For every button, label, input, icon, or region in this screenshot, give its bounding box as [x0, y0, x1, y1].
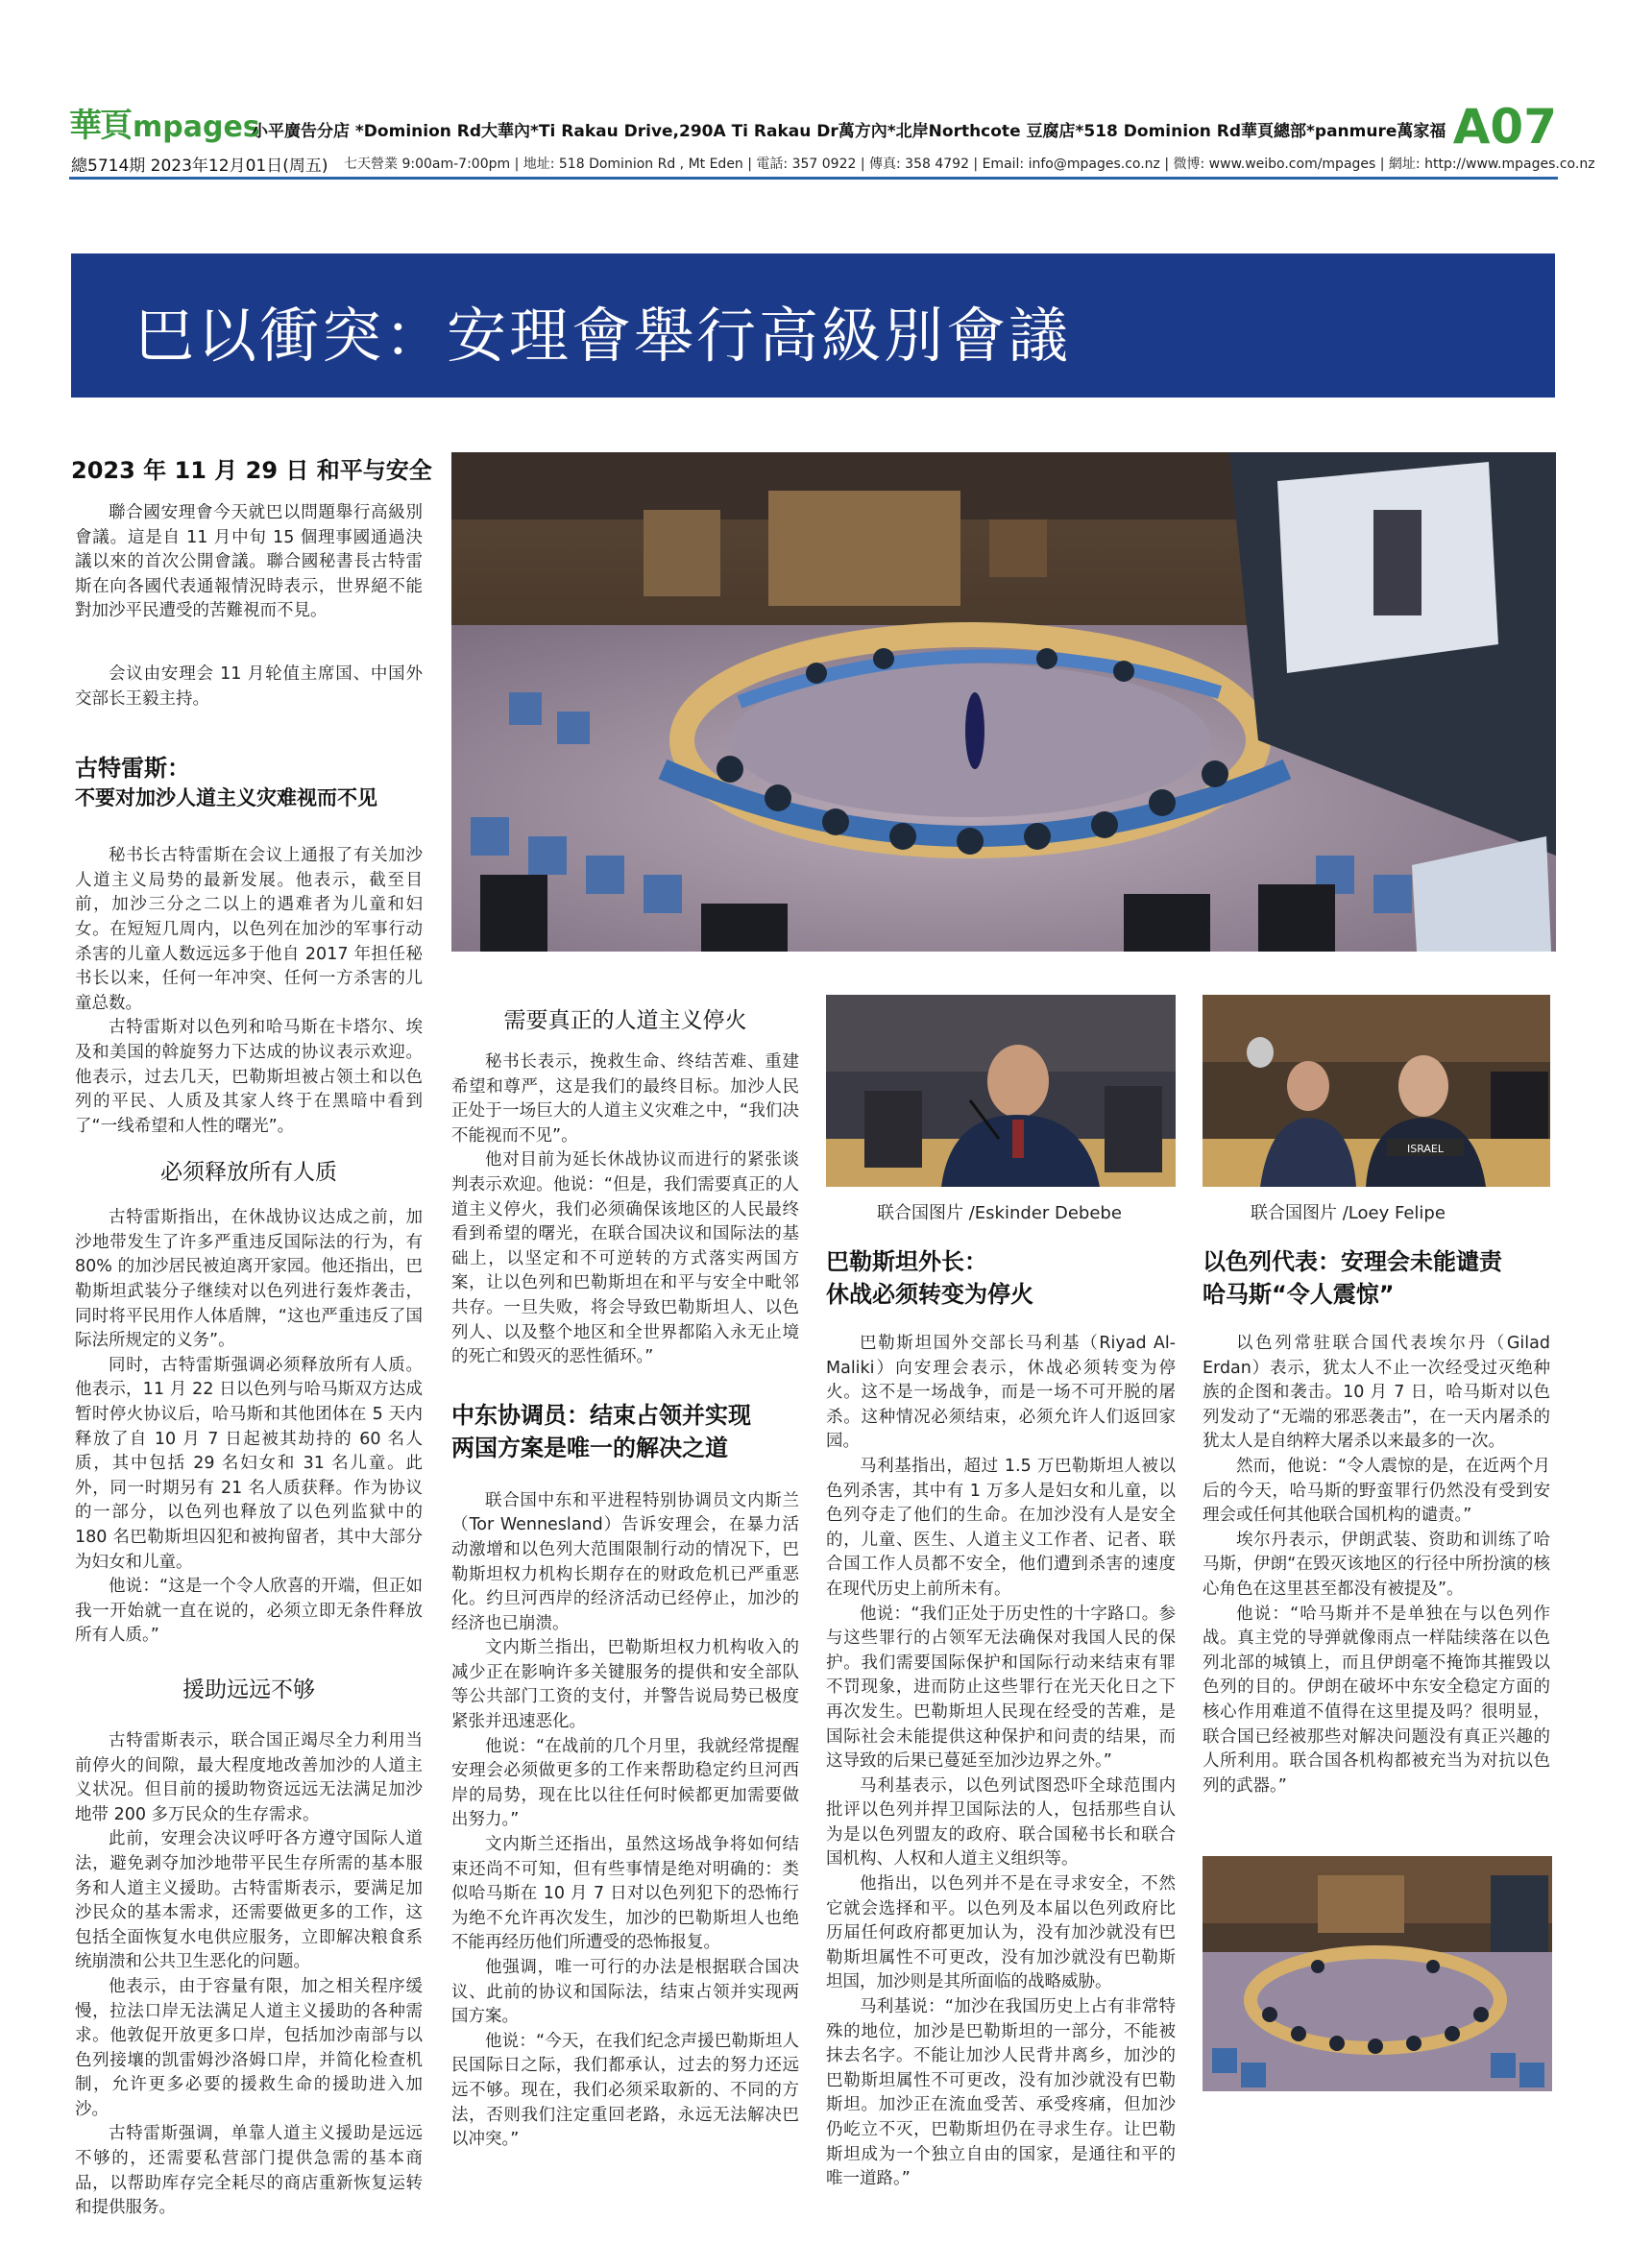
body-paragraph: 然而，他说：“令人震惊的是，在近两个月后的今天，哈马斯的野蛮罪行仍然没有受到安理会或任何其他联合国机构的谴责。” [1203, 1456, 1550, 1526]
heading-line: 以色列代表：安理会未能谴责 [1203, 1248, 1502, 1275]
subheading-aid: 援助远远不够 [182, 1677, 315, 1702]
body-paragraph: 他说：“这是一个令人欣喜的开端，但正如我一开始就一直在说的，必须立即无条件释放所有人质。” [75, 1577, 423, 1646]
heading-line: 两国方案是唯一的解决之道 [451, 1434, 728, 1461]
israel-representative-photo [1203, 995, 1550, 1187]
photo-caption: 联合国图片 /Loey Felipe [1251, 1203, 1446, 1223]
body-paragraph: 他对目前为延长休战协议而进行的紧张谈判表示欢迎。他说：“但是，我们需要真正的人道主义停火，我们必须确保该地区的人民最终看到希望的曙光，在联合国决议和国际法的基础上，以坚定和不可逆转的方式落实两国方案，让以色列和巴勒斯坦在和平与安全中毗邻共存。一旦失败，将会导致巴勒斯坦人、以色列人、以及整个地区和全世界都陷入永无止境的死亡和毁灭的恶性循环。” [451, 1150, 799, 1367]
heading-line: 不要对加沙人道主义灾难视而不见 [75, 786, 377, 810]
body-paragraph: 同时，古特雷斯强调必须释放所有人质。他表示，11 月 22 日以色列与哈马斯双方达成暂时停火协议后，哈马斯和其他团体在 5 天内释放了自 10 月 7 日起被其劫持的 60 名人质，其中包括 29 名妇女和 31 名儿童。此外，同一时期另有 21 名人质获释。作为协议的一部分，以色列也释放了以色列监狱中的 180 名巴勒斯坦囚犯和被拘留者，其中大部分为妇女和儿童。 [75, 1355, 423, 1572]
body-paragraph: 他表示，由于容量有限，加之相关程序缓慢，拉法口岸无法满足人道主义援助的各种需求。他敦促开放更多口岸，包括加沙南部与以色列接壤的凯雷姆沙洛姆口岸，并简化检查机制，允许更多必要的援救生命的援助进入加沙。 [75, 1976, 423, 2119]
store-locations: 小平廣告分店 *Dominion Rd大華內*Ti Rakau Drive,290A Ti Rakau Dr萬方內*北岸Northcote 豆腐店*518 Dominion Rd華頁總部*panmure萬家福 [252, 122, 1446, 141]
body-paragraph: 文内斯兰还指出，虽然这场战争将如何结束还尚不可知，但有些事情是绝对明确的：类似哈马斯在 10 月 7 日对以色列犯下的恐怖行为绝不允许再次发生，加沙的巴勒斯坦人也绝不能再经历他们所遭受的恐怖报复。 [451, 1835, 799, 1953]
heading-line: 中东协调员：结束占领并实现 [451, 1401, 751, 1429]
body-paragraph: 马利基表示，以色列试图恐吓全球范围内批评以色列并捍卫国际法的人，包括那些自认为是以色列盟友的政府、联合国秘书长和联合国机构、人权和人道主义组织等。 [826, 1775, 1176, 1870]
body-paragraph: 古特雷斯强调，单靠人道主义援助是远远不够的，还需要私营部门提供急需的基本商品，以帮助库存完全耗尽的商店重新恢复运转和提供服务。 [75, 2124, 423, 2218]
coordinator-heading [451, 1399, 799, 1464]
body-paragraph: 古特雷斯对以色列和哈马斯在卡塔尔、埃及和美国的斡旋努力下达成的协议表示欢迎。他表示，过去几天，巴勒斯坦被占领土和以色列的平民、人质及其家人终于在黑暗中看到了“一线希望和人性的曙光”。 [75, 1018, 423, 1136]
logo-mark: 華頁 [69, 107, 131, 145]
photo-caption: 联合国图片 /Eskinder Debebe [877, 1203, 1122, 1223]
body-paragraph: 此前，安理会决议呼吁各方遵守国际人道法，避免剥夺加沙地带平民生存所需的基本服务和人道主义援助。古特雷斯表示，要满足加沙民众的基本需求，还需要做更多的工作，这包括全面恢复水电供应服务，立即解决粮食系统崩溃和公共卫生恶化的问题。 [75, 1829, 423, 1972]
body-paragraph: 他说：“哈马斯并不是单独在与以色列作战。真主党的导弹就像雨点一样陆续落在以色列北部的城镇上，而且伊朗毫不掩饰其摧毁以色列的目的。伊朗在破坏中东安全稳定方面的核心作用难道不值得在这里提及吗？很明显，联合国已经被那些对解决问题没有真正兴趣的人所利用。联合国各机构都被充当为对抗以色列的武器。” [1203, 1604, 1550, 1796]
nameplate-text: ISRAEL [1406, 1143, 1445, 1155]
heading-line: 巴勒斯坦外长： [826, 1248, 987, 1275]
council-vote-photo [1203, 1856, 1552, 2091]
dateline: 2023 年 11 月 29 日 和平与安全 [71, 457, 432, 484]
body-paragraph: 马利基指出，超过 1.5 万巴勒斯坦人被以色列杀害，其中有 1 万多人是妇女和儿童，以色列夺走了他们的生命。在加沙没有人是安全的，儿童、医生、人道主义工作者、记者、联合国工作人员都不安全，他们遭到杀害的速度在现代历史上前所未有。 [826, 1456, 1176, 1599]
intro-paragraph: 聯合國安理會今天就巴以問題舉行高級別會議。這是自 11 月中旬 15 個理事國通過決議以來的首次公開會議。聯合國秘書長古特雷斯在向各國代表通報情況時表示，世界絕不能對加沙平民遭受的苦難視而不見。 [75, 503, 423, 621]
contact-info: 七天營業 9:00am-7:00pm | 地址: 518 Dominion Rd , Mt Eden | 電話: 357 0922 | 傳真: 358 4792 | Email: info@mpages.co.nz | 微博: www.weibo.com/mpages | 網址: http://www.mpages.co.nz [344, 157, 1595, 172]
heading-line: 休战必须转变为停火 [826, 1281, 1033, 1308]
header-rule [69, 177, 1558, 180]
guterres-heading [75, 752, 423, 811]
mpages-logo [69, 107, 260, 145]
body-paragraph: 他指出，以色列并不是在寻求安全，不然它就会选择和平。以色列及本届以色列政府比历届任何政府都更加认为，没有加沙就没有巴勒斯坦属性不可更改，没有加沙就没有巴勒斯坦国，加沙则是其所面临的战略威胁。 [826, 1874, 1176, 1992]
column-palestine [826, 1245, 1176, 2192]
body-paragraph: 以色列常驻联合国代表埃尔丹（Gilad Erdan）表示，犹太人不止一次经受过灭绝种族的企图和袭击。10 月 7 日，哈马斯对以色列发动了“无端的邪恶袭击”，在一天内屠杀的犹太人是自纳粹大屠杀以来最多的一次。 [1203, 1334, 1550, 1452]
heading-line: 古特雷斯： [75, 755, 190, 783]
body-paragraph: 他强调，唯一可行的办法是根据联合国决议、此前的协议和国际法，结束占领并实现两国方案。 [451, 1958, 799, 2027]
body-paragraph: 秘书长古特雷斯在会议上通报了有关加沙人道主义局势的最新发展。他表示，截至目前，加沙三分之二以上的遇难者为儿童和妇女。在短短几周内，以色列在加沙的军事行动杀害的儿童人数远远多于他自 2017 年担任秘书长以来，任何一年冲突、任何一方杀害的儿童总数。 [75, 846, 423, 1013]
palestine-minister-photo [826, 995, 1176, 1187]
issue-date: 總5714期 2023年12月01日(周五) [71, 157, 328, 176]
column-middle [451, 1006, 799, 2153]
subheading-hostages: 必须释放所有人质 [160, 1160, 337, 1186]
body-paragraph: 巴勒斯坦国外交部长马利基（Riyad Al-Maliki）向安理会表示，休战必须转变为停火。这不是一场战争，而是一场不可开脱的屠杀。这种情况必须结束，必须允许人们返回家园。 [826, 1334, 1176, 1452]
body-paragraph: 他说：“在战前的几个月里，我就经常提醒安理会必须做更多的工作来帮助稳定约旦河西岸的局势，现在比以往任何时候都更加需要做出努力。” [451, 1736, 799, 1830]
body-paragraph: 马利基说：“加沙在我国历史上占有非常特殊的地位，加沙是巴勒斯坦的一部分，不能被抹去名字。不能让加沙人民背井离乡，加沙的巴勒斯坦属性不可更改，没有加沙就没有巴勒斯坦。加沙正在流血受苦、承受疼痛，但加沙仍屹立不灭，巴勒斯坦仍在寻求生存。让巴勒斯坦成为一个独立自由的国家，是通往和平的唯一道路。” [826, 1997, 1176, 2189]
body-paragraph: 他说：“我们正处于历史性的十字路口。参与这些罪行的占领军无法确保对我国人民的保护。我们需要国际保护和国际行动来结束有罪不罚现象，进而防止这些罪行在光天化日之下再次发生。巴勒斯坦人民现在经受的苦难，是国际社会未能提供这种保护和问责的结果，而这导致的后果已蔓延至加沙边界之外。” [826, 1604, 1176, 1772]
israel-heading [1203, 1245, 1550, 1311]
intro-paragraph: 会议由安理会 11 月轮值主席国、中国外交部长王毅主持。 [75, 664, 423, 709]
logo-text: mpages [133, 110, 260, 144]
heading-line: 哈马斯“令人震惊” [1203, 1281, 1395, 1308]
body-paragraph: 古特雷斯表示，联合国正竭尽全力利用当前停火的间隙，最大程度地改善加沙的人道主义状况。但目前的援助物资远远无法满足加沙地带 200 多万民众的生存需求。 [75, 1730, 423, 1824]
body-paragraph: 埃尔丹表示，伊朗武装、资助和训练了哈马斯，伊朗“在毁灭该地区的行径中所扮演的核心角色在这里甚至都没有被提及”。 [1203, 1530, 1550, 1599]
body-paragraph: 联合国中东和平进程特别协调员文内斯兰（Tor Wennesland）告诉安理会，在暴力活动激增和以色列大范围限制行动的情况下，巴勒斯坦权力机构长期存在的财政危机已严重恶化。约旦河西岸的经济活动已经停止，加沙的经济也已崩溃。 [451, 1490, 799, 1633]
security-council-photo [451, 452, 1556, 952]
body-paragraph: 古特雷斯指出，在休战协议达成之前，加沙地带发生了许多严重违反国际法的行为，有 80% 的加沙居民被迫离开家园。他还指出，巴勒斯坦武装分子继续对以色列进行轰炸袭击，同时将平民用作人体盾牌，“这也严重违反了国际法所规定的义务”。 [75, 1208, 423, 1351]
palestine-heading [826, 1245, 1176, 1311]
column-left [75, 501, 423, 2221]
body-paragraph: 秘书长表示，挽救生命、终结苦难、重建希望和尊严，这是我们的最终目标。加沙人民正处于一场巨大的人道主义灾难之中，“我们决不能视而不见”。 [451, 1052, 799, 1146]
page-number: A07 [1452, 99, 1557, 155]
body-paragraph: 他说：“今天，在我们纪念声援巴勒斯坦人民国际日之际，我们都承认，过去的努力还远远不够。现在，我们必须采取新的、不同的方法，否则我们注定重回老路，永远无法解决巴以冲突。” [451, 2031, 799, 2150]
subheading-ceasefire: 需要真正的人道主义停火 [503, 1008, 747, 1033]
body-paragraph: 文内斯兰指出，巴勒斯坦权力机构收入的减少正在影响许多关键服务的提供和安全部队等公共部门工资的支付，并警告说局势已极度紧张并迅速恶化。 [451, 1638, 799, 1732]
page-title: 巴以衝突：安理會舉行高級別會議 [134, 301, 1072, 371]
column-israel [1203, 1245, 1550, 1798]
